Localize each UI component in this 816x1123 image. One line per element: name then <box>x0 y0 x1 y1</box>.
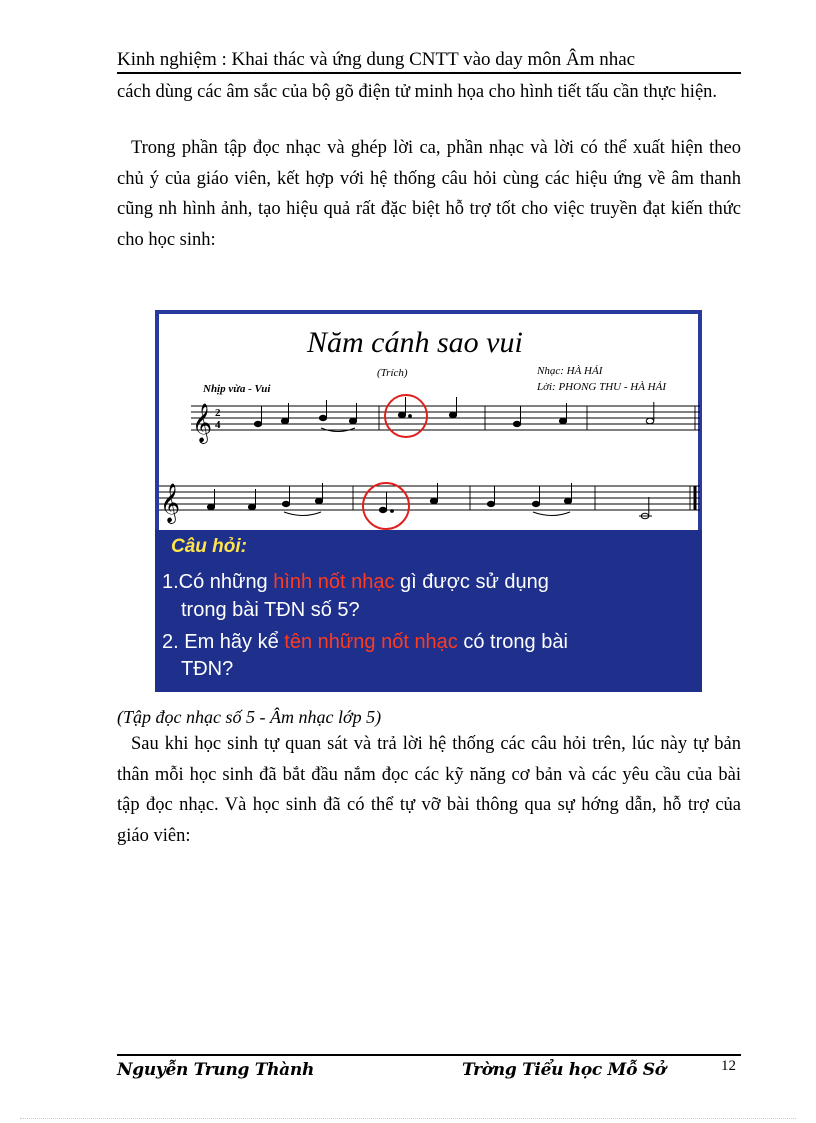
tempo-marking: Nhịp vừa - Vui <box>203 383 271 395</box>
paragraph-2: Trong phần tập đọc nhạc và ghép lời ca, phần nhạc và lời có thể xuất hiện theo chủ ý của giáo viên, kết hợp với hệ thống câu hỏi cùng các hiệu ứng về âm thanh cũng nh hình ảnh, tạo hiệu quả rất đặc biệt hỗ trợ tốt cho việc truyền đạt kiến thức cho học sinh: <box>117 138 741 250</box>
time-signature-bottom: 4 <box>215 419 221 431</box>
page-number: 12 <box>721 1058 736 1074</box>
music-slide <box>155 310 702 692</box>
question-heading: Câu hỏi: <box>171 536 247 557</box>
footer-rule <box>117 1054 741 1056</box>
treble-clef-icon-2: 𝄞 <box>160 485 181 522</box>
excerpt-label: (Trích) <box>377 367 408 379</box>
header-rule <box>117 72 741 74</box>
treble-clef-icon: 𝄞 <box>192 405 213 442</box>
page-bottom-dotted-border <box>20 1118 796 1119</box>
question-1-line-1: 1.Có những hình nốt nhạc gì được sử dụng <box>162 571 549 593</box>
running-header: Kinh nghiệm : Khai thác và ứng dung CNTT vào day môn Âm nhac <box>117 49 636 70</box>
time-signature-top: 2 <box>215 407 221 419</box>
lyricist-credit: Lời: PHONG THU - HÀ HẢI <box>537 381 667 393</box>
footer-author: Nguyễn Trung Thành <box>117 1060 314 1080</box>
figure-caption: (Tập đọc nhạc số 5 - Âm nhạc lớp 5) <box>117 707 382 727</box>
question-2-line-1: 2. Em hãy kể tên những nốt nhạc có trong bài <box>162 631 568 653</box>
paragraph-1: cách dùng các âm sắc của bộ gõ điện tử minh họa cho hình tiết tấu cần thực hiện. <box>117 82 718 102</box>
composer-credit: Nhạc: HÀ HẢI <box>537 365 603 377</box>
footer-school: Trờng Tiểu học Mỗ Sở <box>462 1060 666 1080</box>
paragraph-3: Sau khi học sinh tự quan sát và trả lời hệ thống các câu hỏi trên, lúc này tự bản thân mỗi học sinh đã bắt đầu nắm đọc các kỹ năng cơ bản và các yêu cầu của bài tập đọc nhạc. Và học sinh đã có thể tự vỡ bài thông qua sự hớng dẫn, hỗ trợ của giáo viên: <box>117 734 741 846</box>
question-1-line-2: trong bài TĐN số 5? <box>181 599 360 621</box>
song-title: Năm cánh sao vui <box>307 326 523 359</box>
question-2-line-2: TĐN? <box>181 658 234 680</box>
